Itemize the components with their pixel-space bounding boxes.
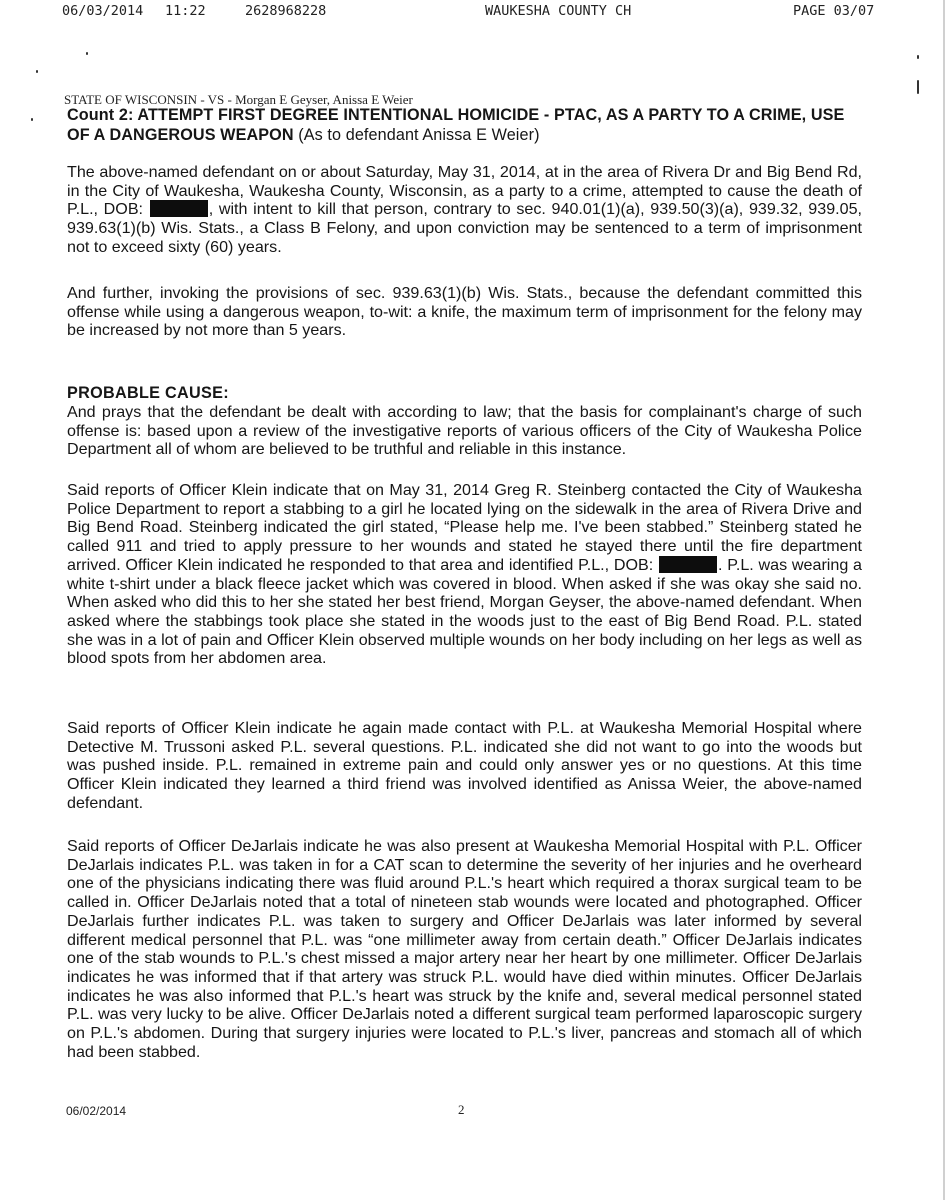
probable-cause-heading: PROBABLE CAUSE:	[67, 384, 229, 402]
fax-time: 11:22	[165, 3, 206, 19]
probable-cause-intro: And prays that the defendant be dealt with according to law; that the basis for complainant's charge of such offense is: based upon a review of the investigative reports of various officers of the City of Waukesha Police Department all of whom are believed to be truthful and reliable in this instance.	[67, 403, 862, 459]
count-defendant-note: (As to defendant Anissa E Weier)	[298, 126, 540, 144]
scan-speck	[31, 118, 33, 121]
dejarlais-paragraph: Said reports of Officer DeJarlais indicate he was also present at Waukesha Memorial Hospital with P.L. Officer DeJarlais indicates P.L. was taken in for a CAT scan to determine the severity of her injuries and he overheard one of the physicians indicating there was fluid around P.L.'s heart which required a thorax surgical team to be called in. Officer DeJarlais noted that a total of nineteen stab wounds were located and photographed. Officer DeJarlais further indicates P.L. was taken to surgery and Officer DeJarlais was later informed by several different medical personnel that P.L. was “one millimeter away from certain death.” Officer DeJarlais indicates one of the stab wounds to P.L.'s chest missed a major artery near her heart by one millimeter. Officer DeJarlais indicates he was informed that if that artery was struck P.L. would have died within minutes. Officer DeJarlais indicates he was also informed that P.L.'s heart was struck by the knife and, several medical personnel stated P.L. was very lucky to be alive. Officer DeJarlais noted a different surgical team performed laparoscopic surgery on P.L.'s abdomen. During that surgery injuries were located to P.L.'s liver, pancreas and stomach all of which had been stabbed.	[67, 837, 862, 1061]
klein-report-paragraph	[67, 481, 862, 668]
fax-number: 2628968228	[245, 3, 327, 19]
count-title	[67, 105, 867, 145]
fax-header	[0, 3, 945, 25]
hospital-paragraph: Said reports of Officer Klein indicate he again made contact with P.L. at Waukesha Memorial Hospital where Detective M. Trussoni asked P.L. several questions. P.L. indicated she did not want to go into the woods but was pushed inside. P.L. remained in extreme pain and could only answer yes or no questions. At this time Officer Klein indicated they learned a third friend was involved identified as Anissa Weier, the above-named defendant.	[67, 719, 862, 812]
klein-report-text-continued: . P.L. was wearing a white t-shirt under a black fleece jacket which was covered in blood. When asked if she was okay she said no. When asked who did this to her she stated her best friend, Morgan Geyser, the above-named defendant. When asked where the stabbings took place she stated in the woods just to the east of Big Bend Road. P.L. stated she was in a lot of pain and Officer Klein observed multiple wounds on her body including on her legs as well as blood spots from her abdomen area.	[67, 555, 862, 668]
redaction-box	[150, 200, 208, 217]
count-charge: Count 2: ATTEMPT FIRST DEGREE INTENTIONAL HOMICIDE - PTAC, AS A PARTY TO A CRIME, USE OF A DANGEROUS WEAPON	[67, 106, 845, 144]
footer-date: 06/02/2014	[66, 1104, 127, 1118]
charge-paragraph	[67, 163, 862, 257]
footer-page-number: 2	[458, 1102, 465, 1117]
redaction-box	[659, 556, 717, 573]
fax-sender: WAUKESHA COUNTY CH	[485, 3, 632, 19]
scan-speck	[86, 52, 88, 55]
scan-speck	[917, 80, 919, 94]
enhancer-paragraph: And further, invoking the provisions of sec. 939.63(1)(b) Wis. Stats., because the defendant committed this offense while using a dangerous weapon, to-wit: a knife, the maximum term of imprisonment for the felony may be increased by not more than 5 years.	[67, 284, 862, 340]
scan-speck	[36, 70, 38, 73]
klein-report-text: Said reports of Officer Klein indicate that on May 31, 2014 Greg R. Steinberg contacted the City of Waukesha Police Department to report a stabbing to a girl he located lying on the sidewalk in the area of Rivera Drive and Big Bend Road. Steinberg indicated the girl stated, “Please help me. I've been stabbed.” Steinberg stated he called 911 and tried to apply pressure to her wounds and stated he stayed there until the fire department arrived. Officer Klein indicated he responded to that area and identified P.L., DOB:	[67, 481, 862, 574]
scan-speck	[917, 55, 919, 59]
fax-page-indicator: PAGE 03/07	[793, 3, 875, 19]
charge-text: The above-named defendant on or about Saturday, May 31, 2014, at in the area of Rivera Dr and Big Bend Rd, in the City of Waukesha, Waukesha County, Wisconsin, as a party to a crime, attempted to cause the death of P.L., DOB:	[67, 163, 862, 219]
case-caption: STATE OF WISCONSIN - VS - Morgan E Geyser, Anissa E Weier	[64, 92, 413, 107]
fax-date: 06/03/2014	[62, 3, 144, 19]
charge-text-continued: , with intent to kill that person, contrary to sec. 940.01(1)(a), 939.50(3)(a), 939.32, 939.05, 939.63(1)(b) Wis. Stats., a Class B Felony, and upon conviction may be sentenced to a term of imprisonment not to exceed sixty (60) years.	[67, 200, 862, 256]
